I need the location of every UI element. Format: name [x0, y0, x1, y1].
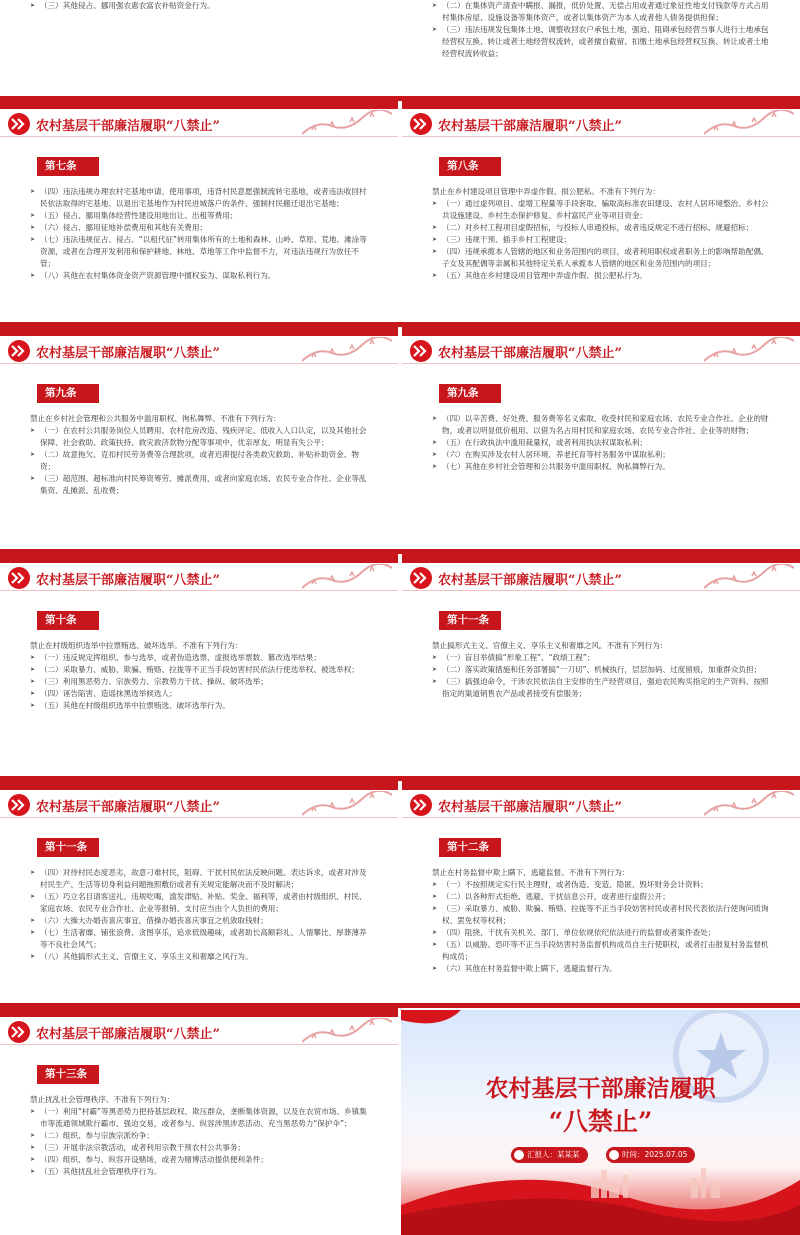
- slide-header: [0, 100, 398, 146]
- list-item: ➤ （六）侵占、挪用征地补偿费用和其他有关费用；: [30, 222, 372, 234]
- chevron-right-icon: [410, 340, 432, 362]
- time-badge: [606, 1147, 695, 1163]
- list-item: ➤ （二）故意拖欠、克扣村民劳务费等合理款项，或者迟滞提付各类救灾救助、补贴补助资金、物资；: [30, 449, 372, 473]
- header-title: 农村基层干部廉洁履职“八禁止”: [438, 800, 622, 815]
- slide-article-10: [0, 554, 398, 776]
- time-label: 时间：2025.07.05: [622, 1150, 688, 1159]
- slide-top-right: [402, 0, 800, 95]
- list-item: ➤ （三）违法违规发包集体土地、调整收回农户承包土地，强迫、阻碍承包经营当事人进行土地承包经营权互换、转让或者土地经营权流转，或者擅自截留、扣缴土地承包经营权互换、转让或者土地经营权流转收益；: [432, 24, 774, 60]
- slide-article-11b: [0, 781, 398, 1003]
- article-label: 第七条: [37, 157, 99, 176]
- list-item: ➤ （三）利用黑恶势力、宗族势力、宗教势力干扰、操纵、破坏选举；: [30, 676, 372, 688]
- article-label: 第十二条: [439, 838, 501, 857]
- list-item: ➤ （五）侵占、挪用集体经营性建设用地出让、出租等费用；: [30, 210, 372, 222]
- list-item: ➤ （六）在购买涉及农村人居环境、养老托育等村务服务中谋取私利；: [432, 449, 774, 461]
- article-label: 第九条: [37, 384, 99, 403]
- lead-text: 禁止在村务监督中欺上瞒下、逃避监督。不准有下列行为：: [432, 868, 630, 877]
- lead-text: 禁止在乡村社会管理和公共服务中滥用职权、徇私舞弊。不准有下列行为：: [30, 414, 281, 423]
- list-item: ➤ （二）对乡村工程项目虚假招标，与投标人串通投标，或者违反规定不进行招标、规避招标；: [432, 222, 774, 234]
- header-title: 农村基层干部廉洁履职“八禁止”: [438, 346, 622, 361]
- header-title: 农村基层干部廉洁履职“八禁止”: [36, 800, 220, 815]
- list-item: ➤ （五）巧立名目请客送礼、违规吃喝，滥发津贴、补贴、奖金、福利等，或者由村级组织、村民、家庭农场、农民专业合作社、企业等报销、支付应当由个人负担的费用；: [30, 891, 372, 915]
- chevron-right-icon: [410, 113, 432, 135]
- slide-body: [30, 186, 372, 282]
- list-item: ➤ （一）利用“村霸”等黑恶势力把持基层政权、欺压群众，垄断集体资源，以及在农贸市场、乡镇集市等流通领域欺行霸市、强迫交易，或者参与、纵容涉黑涉恶活动、充当黑恶势力“保护伞”；: [30, 1106, 372, 1130]
- chevron-right-icon: [8, 567, 30, 589]
- slide-header: [402, 327, 800, 373]
- chevron-right-icon: [410, 794, 432, 816]
- slide-header: [0, 327, 398, 373]
- slide-article-9b: [402, 327, 800, 549]
- article-label: 第十条: [37, 611, 99, 630]
- article-label: 第九条: [439, 384, 501, 403]
- cover-slide: [401, 1010, 800, 1235]
- slide-article-11a: [402, 554, 800, 776]
- list-item: ➤ （一）盲目举债搞“形象工程”、“政绩工程”；: [432, 652, 774, 664]
- list-item: ➤ （二）组织、参与宗族宗派纷争；: [30, 1130, 372, 1142]
- slide-body: [432, 413, 774, 473]
- slide-body: [30, 413, 372, 497]
- user-icon: [514, 1150, 524, 1160]
- slide-body: [30, 1094, 372, 1178]
- list-item: ➤ （四）诬告陷害、造谣抹黑选举候选人；: [30, 688, 372, 700]
- slide-header: [402, 554, 800, 600]
- list-item: ➤ （三）搞强迫命令，干涉农民依法自主安排的生产经营项目，强迫农民购买指定的生产资料、按照指定的渠道销售农产品或者接受有偿服务；: [432, 676, 774, 700]
- slide-header: [402, 781, 800, 827]
- list-item: ➤ （七）其他在乡村社会管理和公共服务中滥用职权、徇私舞弊行为。: [432, 461, 774, 473]
- chevron-right-icon: [8, 340, 30, 362]
- list-item: ➤ （五）其他在村级组织选举中拉票贿选、破坏选举行为。: [30, 700, 372, 712]
- header-title: 农村基层干部廉洁履职“八禁止”: [36, 573, 220, 588]
- list-item: ➤ （四）违法违规办理农村宅基地申请、使用事项，违背村民意愿强制流转宅基地，或者违法收回村民依法取得的宅基地、以退出宅基地作为村民进城落户的条件、强制村民搬迁退出宅基地；: [30, 186, 372, 210]
- article-label: 第十一条: [439, 611, 501, 630]
- list-item: ➤ （三）开展非法宗教活动，或者利用宗教干预农村公共事务；: [30, 1142, 372, 1154]
- chevron-right-icon: [8, 113, 30, 135]
- reporter-badge: [511, 1147, 588, 1163]
- list-item: ➤ （五）以威胁、恐吓等不正当手段妨害村务监督机构成员自主行使职权，或者打击报复村务监督机构成员；: [432, 939, 774, 963]
- article-label: 第十一条: [37, 838, 99, 857]
- list-item: ➤ （四）违规承揽本人管辖的地区和业务范围内的项目，或者利用职权或者职务上的影响帮助配偶、子女及其配偶等亲属和其他特定关系人承揽本人管辖的地区和业务范围内的项目；: [432, 246, 774, 270]
- list-item: ➤ （五）在行政执法中滥用裁量权，或者利用执法权谋取私利；: [432, 437, 774, 449]
- list-item: ➤ （一）在农村公共服务岗位人员聘用、农村危房改造、残疾评定、低收入人口认定，以及其他社会保障、社会救助、政策扶持、救灾救济款物分配等事项中，优亲厚友、明显有失公平；: [30, 425, 372, 449]
- list-item: ➤ （二）采取暴力、威胁、欺骗、贿赂、拉拢等不正当手段妨害村民依法行使选举权、被选举权；: [30, 664, 372, 676]
- chevron-right-icon: [410, 567, 432, 589]
- list-item: ➤ （五）其他在乡村建设项目管理中弄虚作假、损公肥私行为。: [432, 270, 774, 282]
- slide-article-12: [402, 781, 800, 1003]
- list-item: ➤ （三）其他侵占、挪用强农惠农富农补贴资金行为。: [30, 0, 372, 12]
- header-title: 农村基层干部廉洁履职“八禁止”: [438, 573, 622, 588]
- header-title: 农村基层干部廉洁履职“八禁止”: [36, 346, 220, 361]
- list-item: ➤ （八）其他搞形式主义、官僚主义、享乐主义和奢靡之风行为。: [30, 951, 372, 963]
- list-item: ➤ （六）其他在村务监督中欺上瞒下、逃避监督行为。: [432, 963, 774, 975]
- list-item: ➤ （六）大操大办婚丧喜庆事宜，借操办婚丧喜庆事宜之机敛取钱财；: [30, 915, 372, 927]
- slide-article-7: [0, 100, 398, 326]
- reporter-label: 汇报人：某某某: [527, 1150, 580, 1159]
- list-item: ➤ （四）以辛苦费、好处费、服务费等名义索取、收受村民和家庭农场、农民专业合作社、企业的财物，或者以明显低价租用、以借为名占用村民和家庭农场、农民专业合作社、企业等的财物；: [432, 413, 774, 437]
- slide-body: [30, 640, 372, 712]
- list-item: ➤ （二）以各种形式拒绝、逃避、干扰信息公开，或者进行虚假公开；: [432, 891, 774, 903]
- article-label: 第十三条: [37, 1065, 99, 1084]
- clock-icon: [609, 1150, 619, 1160]
- list-item: ➤ （三）采取暴力、威胁、欺骗、贿赂、拉拢等不正当手段妨害村民或者村民代表依法行使询问质询权、罢免权等权利；: [432, 903, 774, 927]
- lead-text: 禁止在村级组织选举中拉票贿选、破坏选举。不准有下列行为：: [30, 641, 243, 650]
- slide-body: [432, 640, 774, 700]
- list-item: ➤ （四）阻挠、干扰有关机关、部门、单位依规依纪依法进行的监督或者案件查处；: [432, 927, 774, 939]
- list-item: ➤ （四）对待村民态度恶劣，故意刁难村民，阻碍、干扰村民依法反映问题、表达诉求，或者对涉及村民生产、生活等切身利益问题拖照敷衍或者有关规定能解决而不及时解决；: [30, 867, 372, 891]
- slide-article-9a: [0, 327, 398, 549]
- slide-body: [432, 186, 774, 282]
- lead-text: 禁止在乡村建设项目管理中弄虚作假、损公肥私。不准有下列行为：: [432, 187, 660, 196]
- slide-header: [0, 781, 398, 827]
- slide-body: [432, 867, 774, 975]
- cover-title: 农村基层干部廉洁履职: [485, 1075, 716, 1102]
- slide-header: [0, 1008, 398, 1054]
- chevron-right-icon: [8, 794, 30, 816]
- slide-body: [30, 867, 372, 963]
- list-item: ➤ （七）生活奢靡、铺张浪费、贪图享乐，追求低级趣味，或者助长高额彩礼、人情攀比、厚葬薄养等不良社会风气；: [30, 927, 372, 951]
- header-title: 农村基层干部廉洁履职“八禁止”: [36, 1027, 220, 1042]
- list-item: ➤ （一）通过虚列项目、虚增工程量等手段套取、骗取高标准农田建设、农村人居环境整治、乡村公共设施建设、乡村生态保护修复、乡村富民产业等项目资金；: [432, 198, 774, 222]
- article-label: 第八条: [439, 157, 501, 176]
- list-item: ➤ （三）超范围、超标准向村民筹资筹劳、摊派费用，或者向家庭农场、农民专业合作社、企业等乱集资、乱摊派、乱收费；: [30, 473, 372, 497]
- list-item: ➤ （七）违法违规征占、侵占、“以租代征”转用集体所有的土地和森林、山岭、草原、荒地、滩涂等资源，或者在合理开发利用和保护耕地、林地、草地等工作中监督不力，对违法违规行为放任不管；: [30, 234, 372, 270]
- list-item: ➤ （四）组织、参与、纵容开设赌场，或者为赌博活动提供便利条件；: [30, 1154, 372, 1166]
- lead-text: 禁止搞形式主义、官僚主义、享乐主义和奢靡之风。不准有下列行为：: [432, 641, 668, 650]
- slide-top-left: [0, 0, 398, 95]
- slide-article-8: [402, 100, 800, 326]
- slide-body: [30, 0, 372, 12]
- list-item: ➤ （二）在集体资产清查中瞒报、漏报，低价处置、无偿占用或者通过象征性地支付钱款等方式占用村集体房屋、设施设备等集体资产，或者以集体资产为本人或者他人债务提供担保；: [432, 0, 774, 24]
- header-title: 农村基层干部廉洁履职“八禁止”: [36, 119, 220, 134]
- cover-subtitle: “八禁止”: [548, 1107, 653, 1136]
- list-item: ➤ （二）落实政策措施和任务部署搞“一刀切”、机械执行，层层加码、过度留痕，加重群众负担；: [432, 664, 774, 676]
- slide-header: [0, 554, 398, 600]
- list-item: ➤ （五）其他扰乱社会管理秩序行为。: [30, 1166, 372, 1178]
- header-title: 农村基层干部廉洁履职“八禁止”: [438, 119, 622, 134]
- list-item: ➤ （八）其他在农村集体资金资产资源管理中擅权妄为、谋取私利行为。: [30, 270, 372, 282]
- slide-article-13: [0, 1008, 398, 1235]
- list-item: ➤ （一）违反规定挥组织、参与选举，或者伪造选票、虚报选举票数、篡改选举结果；: [30, 652, 372, 664]
- list-item: ➤ （一）不按照规定实行民主理财，或者伪造、变造、隐匿、毁坏财务会计资料；: [432, 879, 774, 891]
- chevron-right-icon: [8, 1021, 30, 1043]
- slide-body: [432, 0, 774, 60]
- lead-text: 禁止扰乱社会管理秩序。不准有下列行为：: [30, 1095, 175, 1104]
- list-item: ➤ （三）违规干预、插手乡村工程建设；: [432, 234, 774, 246]
- slide-header: [402, 100, 800, 146]
